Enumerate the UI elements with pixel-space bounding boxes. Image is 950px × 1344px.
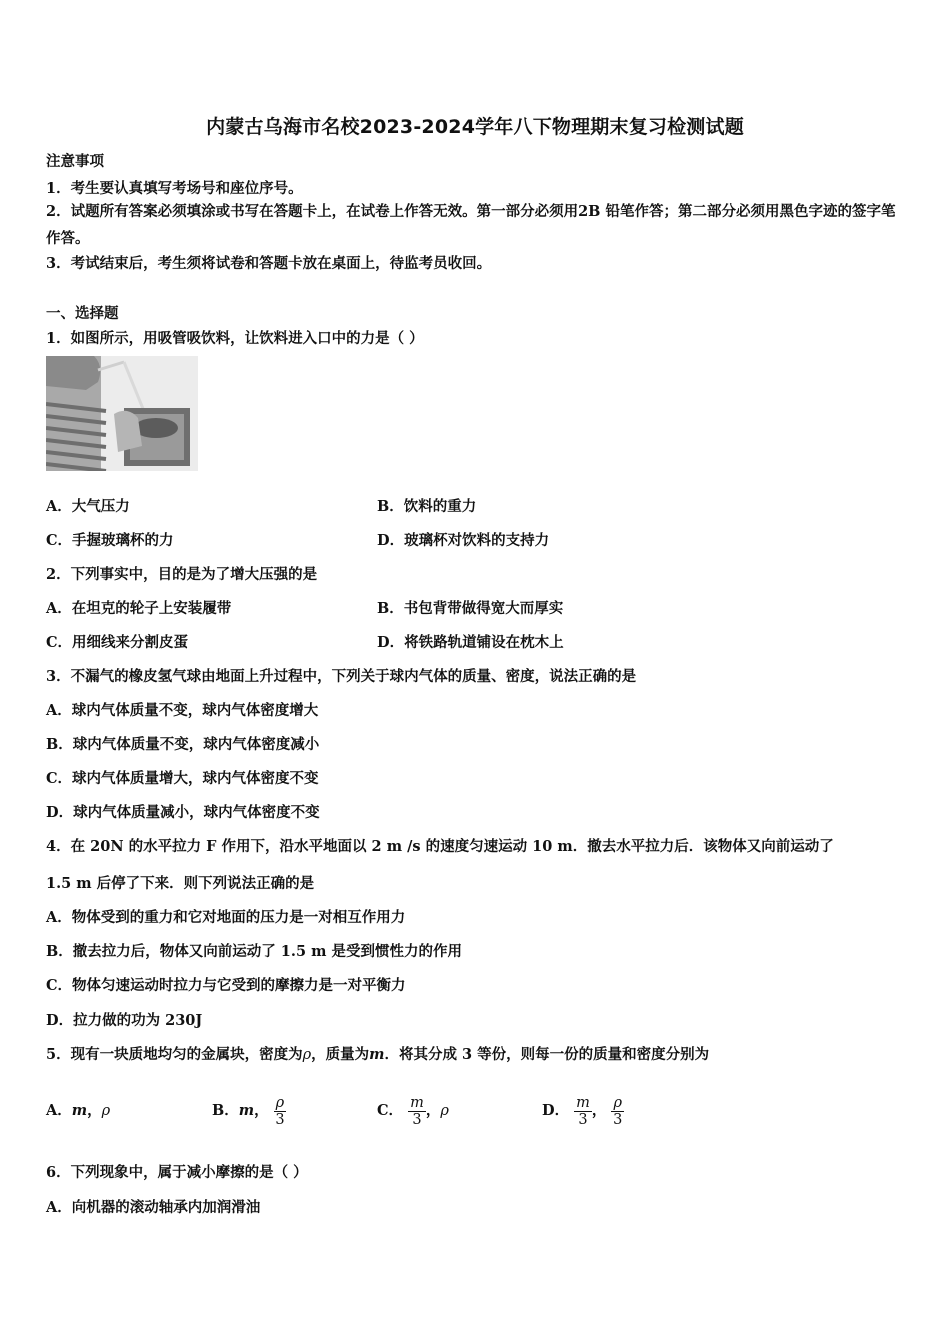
question-2-option-b: B．书包背带做得宽大而厚实 xyxy=(377,600,564,617)
question-5-stem-part-1: 5．现有一块质地均匀的金属块，密度为 xyxy=(46,1046,303,1063)
question-3-option-c: C．球内气体质量增大，球内气体密度不变 xyxy=(46,770,319,787)
comma: ， xyxy=(591,1102,607,1119)
fraction-numerator: m xyxy=(576,1094,590,1111)
m-over-three-fraction xyxy=(574,1095,592,1128)
question-4-stem-line-2: 1.5 m 后停了下来．则下列说法正确的是 xyxy=(46,875,315,892)
option-letter: B． xyxy=(212,1102,239,1119)
notice-item-3: 3．考试结束后，考生须将试卷和答题卡放在桌面上，待监考员收回。 xyxy=(46,255,492,272)
question-4-option-b: B．撤去拉力后，物体又向前运动了 1.5 m 是受到惯性力的作用 xyxy=(46,943,462,960)
question-1-option-b: B．饮料的重力 xyxy=(377,498,477,515)
fraction-numerator: ρ xyxy=(275,1094,285,1111)
question-5-option-a xyxy=(46,1093,110,1129)
straw-drinking-figure xyxy=(46,356,198,471)
option-letter: C． xyxy=(377,1102,404,1119)
m-over-three-fraction xyxy=(408,1095,426,1128)
page-title: 内蒙古乌海市名校2023-2024学年八下物理期末复习检测试题 xyxy=(206,116,744,138)
question-5-option-d xyxy=(542,1093,624,1129)
option-letter: A． xyxy=(46,1102,72,1119)
comma: ， xyxy=(425,1102,441,1119)
fraction-denominator: 3 xyxy=(412,1111,422,1128)
question-2-stem: 2．下列事实中，目的是为了增大压强的是 xyxy=(46,566,318,583)
comma: ， xyxy=(87,1102,102,1119)
straw-drinking-illustration xyxy=(46,356,198,471)
question-3-stem: 3．不漏气的橡皮氢气球由地面上升过程中，下列关于球内气体的质量、密度，说法正确的是 xyxy=(46,668,637,685)
notice-item-2: 2．试题所有答案必须填涂或书写在答题卡上，在试卷上作答无效。第一部分必须用2B 铅笔作答；第二部分必须用黑色字迹的签字笔作答。 xyxy=(46,203,896,247)
question-5-option-b xyxy=(212,1093,286,1129)
question-4-option-d: D．拉力做的功为 230J xyxy=(46,1012,203,1029)
mass-symbol: m xyxy=(238,1102,255,1119)
question-5-stem-part-2: ，质量为 xyxy=(311,1046,370,1063)
question-1-stem: 1．如图所示，用吸管吸饮料，让饮料进入口中的力是（ ） xyxy=(46,330,424,347)
question-6-option-a: A．向机器的滚动轴承内加润滑油 xyxy=(46,1199,261,1216)
option-letter: D． xyxy=(542,1102,570,1119)
question-2-option-c: C．用细线来分割皮蛋 xyxy=(46,634,189,651)
question-1-option-c: C．手握玻璃杯的力 xyxy=(46,532,174,549)
rho-over-three-fraction xyxy=(611,1095,624,1128)
fraction-denominator: 3 xyxy=(613,1111,623,1128)
comma: ， xyxy=(254,1102,269,1119)
rho-symbol: ρ xyxy=(302,1047,312,1063)
mass-symbol: m xyxy=(369,1046,385,1063)
question-2-option-a: A．在坦克的轮子上安装履带 xyxy=(46,600,232,617)
notice-item-1: 1．考生要认真填写考场号和座位序号。 xyxy=(46,180,303,197)
fraction-denominator: 3 xyxy=(578,1111,588,1128)
rho-symbol: ρ xyxy=(101,1103,111,1119)
question-1-option-a: A．大气压力 xyxy=(46,498,130,515)
question-5-stem-part-3: ．将其分成 3 等份，则每一份的质量和密度分别为 xyxy=(384,1046,710,1063)
section-heading: 一、选择题 xyxy=(46,305,119,322)
fraction-numerator: ρ xyxy=(613,1094,622,1111)
question-5-option-c xyxy=(377,1093,449,1129)
rho-over-three-fraction xyxy=(274,1095,287,1128)
fraction-denominator: 3 xyxy=(275,1111,285,1128)
question-6-stem: 6．下列现象中，属于减小摩擦的是（ ） xyxy=(46,1164,308,1181)
question-1-option-d: D．玻璃杯对饮料的支持力 xyxy=(377,532,550,549)
question-4-stem-line-1: 4．在 20N 的水平拉力 F 作用下，沿水平地面以 2 m /s 的速度匀速运动 10 m．撤去水平拉力后．该物体又向前运动了 xyxy=(46,838,834,855)
notice-heading: 注意事项 xyxy=(46,153,104,170)
question-3-option-d: D．球内气体质量减小，球内气体密度不变 xyxy=(46,804,320,821)
rho-symbol: ρ xyxy=(440,1103,449,1119)
question-5-stem xyxy=(46,1043,709,1064)
question-2-option-d: D．将铁路轨道铺设在枕木上 xyxy=(377,634,564,651)
question-4-option-a: A．物体受到的重力和它对地面的压力是一对相互作用力 xyxy=(46,909,406,926)
mass-symbol: m xyxy=(71,1102,88,1119)
question-3-option-a: A．球内气体质量不变，球内气体密度增大 xyxy=(46,702,319,719)
question-4-option-c: C．物体匀速运动时拉力与它受到的摩擦力是一对平衡力 xyxy=(46,977,406,994)
fraction-numerator: m xyxy=(410,1094,424,1111)
question-3-option-b: B．球内气体质量不变，球内气体密度减小 xyxy=(46,736,320,753)
